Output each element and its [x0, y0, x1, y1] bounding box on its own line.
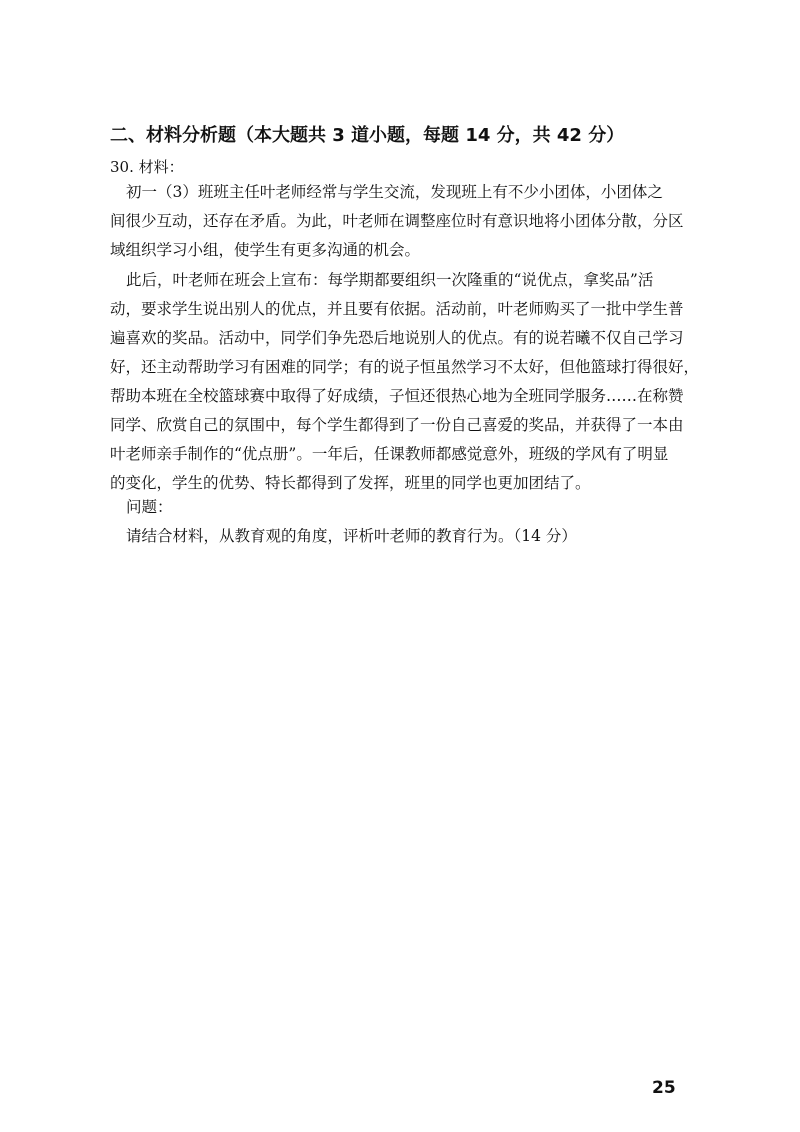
- paragraph-line: 动，要求学生说出别人的优点，并且要有依据。活动前，叶老师购买了一批中学生普: [110, 300, 684, 318]
- paragraph-line: 此后，叶老师在班会上宣布：每学期都要组织一次隆重的“说优点，拿奖品”活: [126, 271, 654, 289]
- material-paragraph-1: [110, 178, 690, 265]
- section-heading: 二、材料分析题（本大题共 3 道小题，每题 14 分，共 42 分）: [110, 125, 625, 146]
- paragraph-line: 好，还主动帮助学习有困难的同学；有的说子恒虽然学习不太好，但他篮球打得很好，: [110, 358, 700, 376]
- paragraph-line: 同学、欣赏自己的氛围中，每个学生都得到了一份自己喜爱的奖品，并获得了一本由: [110, 416, 684, 434]
- paragraph-line: 间很少互动，还存在矛盾。为此，叶老师在调整座位时有意识地将小团体分散，分区: [110, 212, 684, 230]
- paragraph-line: 遍喜欢的奖品。活动中，同学们争先恐后地说别人的优点。有的说若曦不仅自己学习: [110, 329, 684, 347]
- paragraph-line: 域组织学习小组，使学生有更多沟通的机会。: [110, 241, 421, 259]
- prompt-label: 问题：: [126, 498, 173, 516]
- paragraph-line: 叶老师亲手制作的“优点册”。一年后，任课教师都感觉意外，班级的学风有了明显: [110, 445, 669, 463]
- paragraph-line: 的变化，学生的优势、特长都得到了发挥，班里的同学也更加团结了。: [110, 474, 591, 492]
- page-number: 25: [652, 1078, 676, 1098]
- paragraph-line: 帮助本班在全校篮球赛中取得了好成绩，子恒还很热心地为全班同学服务……在称赞: [110, 387, 684, 405]
- material-paragraph-2: [110, 266, 700, 498]
- paragraph-line: 初一（3）班班主任叶老师经常与学生交流，发现班上有不少小团体，小团体之: [126, 183, 663, 201]
- question-label: 30. 材料：: [110, 158, 184, 176]
- prompt-text: 请结合材料，从教育观的角度，评析叶老师的教育行为。（14 分）: [126, 527, 577, 545]
